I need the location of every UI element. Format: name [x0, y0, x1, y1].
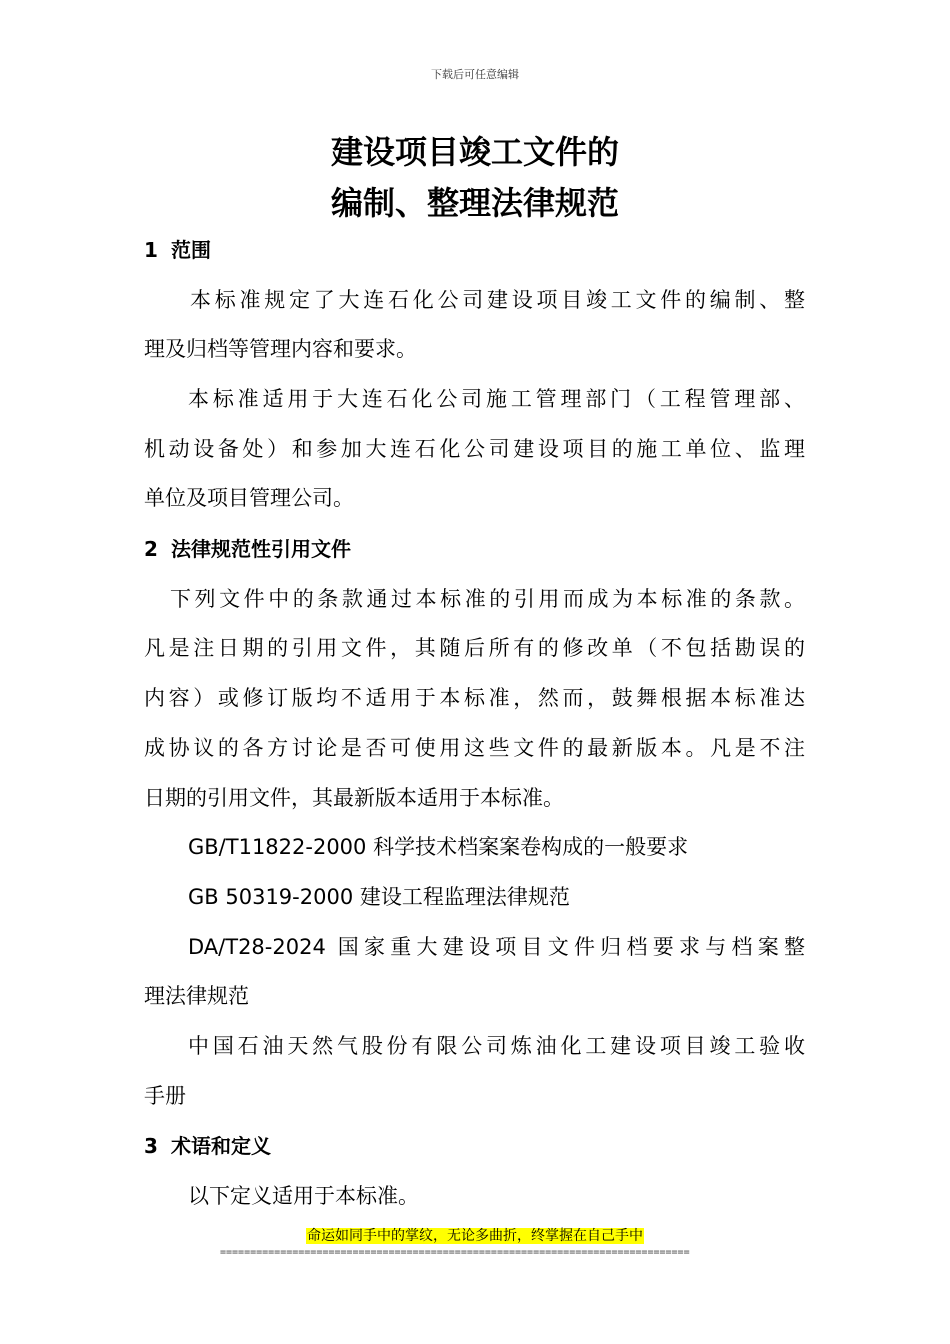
reference-item: GB/T11822-2000 科学技术档案案卷构成的一般要求	[188, 835, 689, 859]
reference-item-continued: 理法律规范	[144, 984, 249, 1008]
paragraph-line: 凡是注日期的引用文件，其随后所有的修改单（不包括勘误的	[144, 636, 805, 660]
section-number: 2	[144, 537, 158, 561]
highlighted-quote: 命运如同手中的掌纹，无论多曲折，终掌握在自己手中	[307, 1228, 643, 1244]
paragraph-line: 本标准规定了大连石化公司建设项目竣工文件的编制、整	[190, 288, 805, 312]
section-title: 法律规范性引用文件	[171, 537, 351, 561]
paragraph-line: 成协议的各方讨论是否可使用这些文件的最新版本。凡是不注	[144, 736, 805, 760]
document-title-line-1: 建设项目竣工文件的	[330, 133, 619, 171]
paragraph-line: 单位及项目管理公司。	[144, 486, 354, 510]
reference-item: DA/T28-2024 国家重大建设项目文件归档要求与档案整	[188, 935, 805, 959]
header-note: 下载后可任意编辑	[431, 68, 519, 81]
footer-rule: ==============================================================================	[220, 1247, 690, 1258]
section-number: 1	[144, 238, 158, 262]
document-title-line-2: 编制、整理法律规范	[330, 184, 619, 222]
paragraph-line: 下列文件中的条款通过本标准的引用而成为本标准的条款。	[170, 587, 805, 611]
section-heading-2	[144, 535, 351, 563]
section-heading-3	[144, 1132, 271, 1160]
paragraph-line: 本标准适用于大连石化公司施工管理部门（工程管理部、	[188, 387, 805, 411]
reference-item: 中国石油天然气股份有限公司炼油化工建设项目竣工验收	[188, 1034, 805, 1058]
paragraph-line: 以下定义适用于本标准。	[188, 1184, 419, 1208]
section-title: 范围	[171, 238, 211, 262]
section-number: 3	[144, 1134, 158, 1158]
section-heading-1	[144, 236, 211, 264]
section-title: 术语和定义	[171, 1134, 271, 1158]
reference-item: GB 50319-2000 建设工程监理法律规范	[188, 885, 570, 909]
reference-item-continued: 手册	[144, 1084, 186, 1108]
paragraph-line: 机动设备处）和参加大连石化公司建设项目的施工单位、监理	[144, 437, 805, 461]
paragraph-line: 内容）或修订版均不适用于本标准，然而，鼓舞根据本标准达	[144, 686, 805, 710]
paragraph-line: 日期的引用文件，其最新版本适用于本标准。	[144, 786, 564, 810]
footer-quote	[0, 1227, 950, 1245]
paragraph-line: 理及归档等管理内容和要求。	[144, 337, 417, 361]
